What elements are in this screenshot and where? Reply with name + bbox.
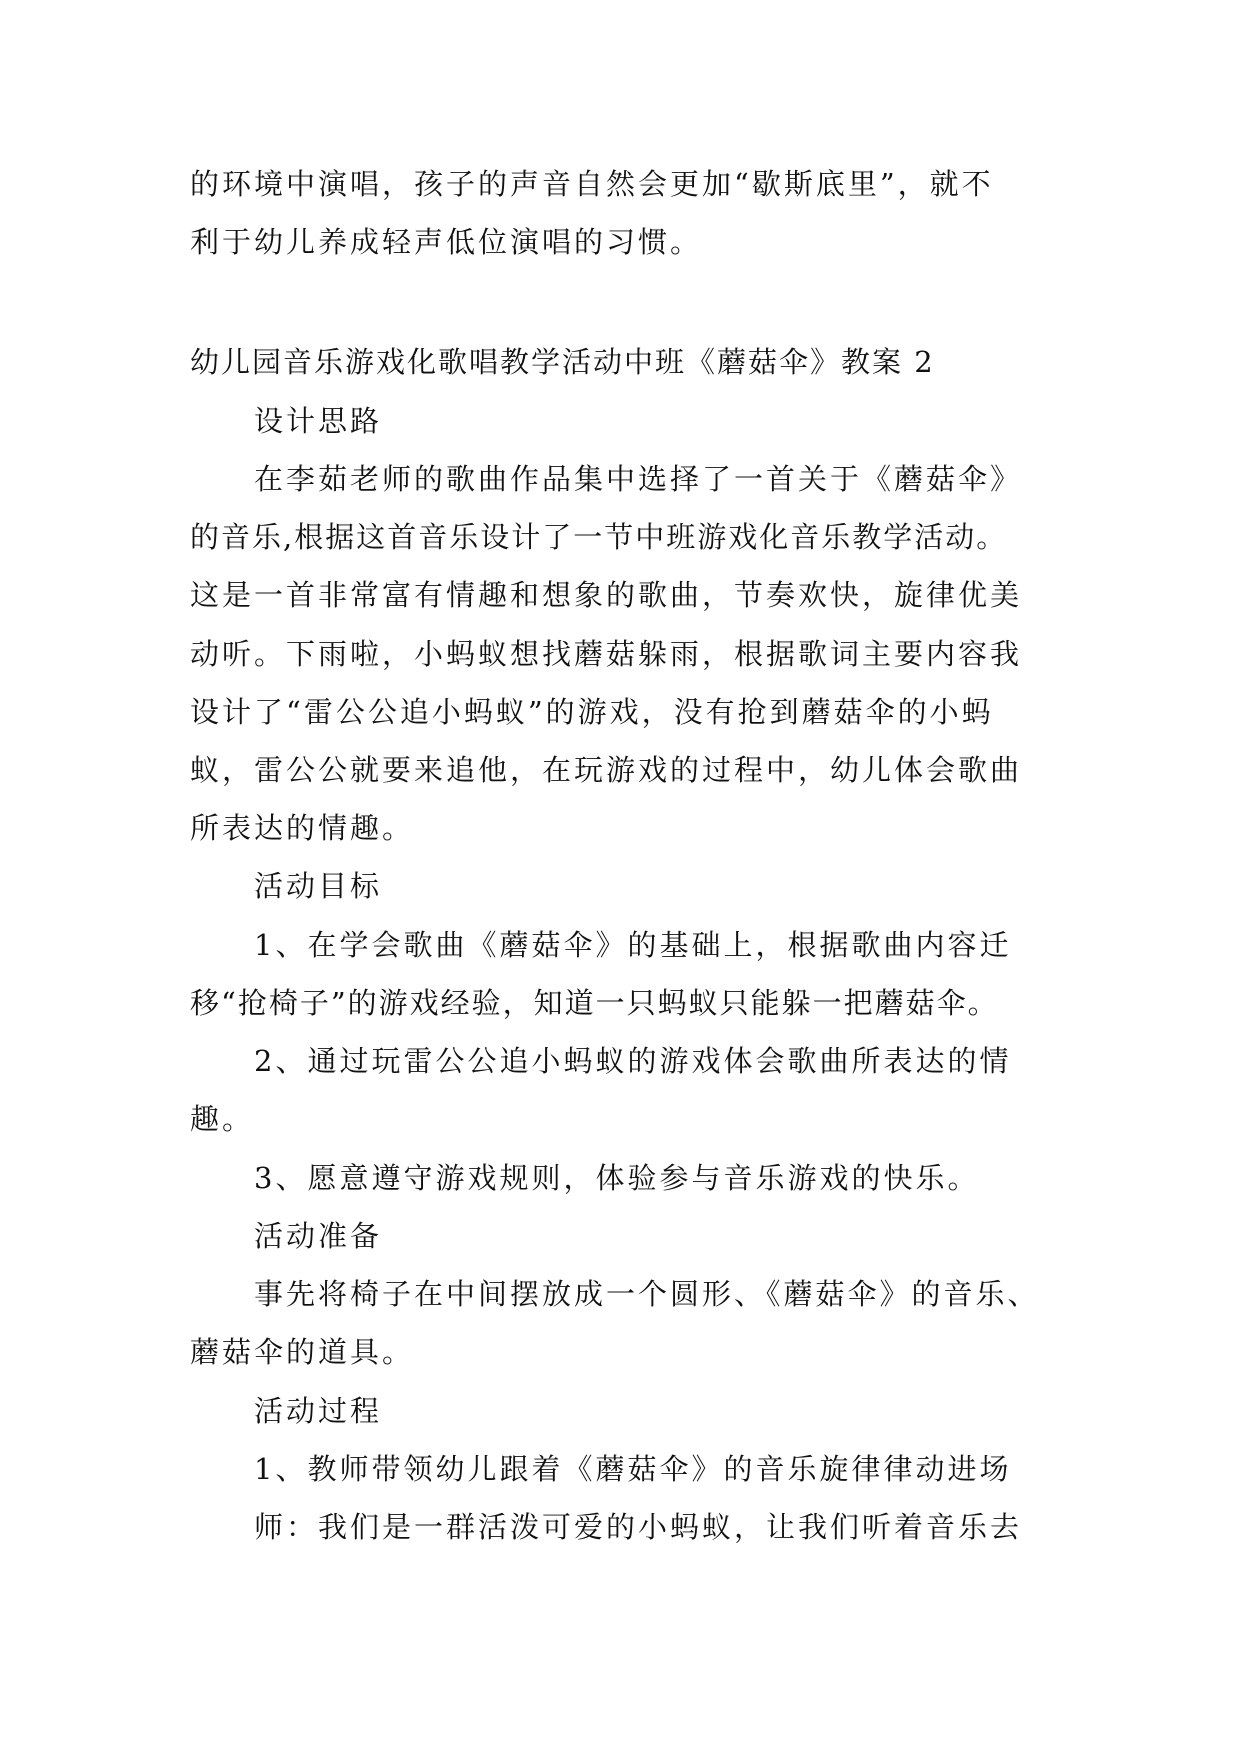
paragraph-line: 所表达的情趣。 [190, 811, 415, 845]
list-item: 1、在学会歌曲《蘑菇伞》的基础上，根据歌曲内容迁 [254, 928, 1012, 962]
list-item-continuation: 趣。 [190, 1102, 255, 1136]
section-heading: 活动准备 [254, 1219, 383, 1253]
paragraph-line: 的音乐,根据这首音乐设计了一节中班游戏化音乐教学活动。 [190, 520, 1008, 554]
paragraph-line: 蘑菇伞的道具。 [190, 1335, 415, 1369]
paragraph-line: 蚁，雷公公就要来追他，在玩游戏的过程中，幼儿体会歌曲 [190, 753, 1023, 787]
section-heading: 设计思路 [254, 404, 383, 438]
paragraph-line: 动听。下雨啦，小蚂蚁想找蘑菇躲雨，根据歌词主要内容我 [190, 637, 1023, 671]
list-item-continuation: 移“抢椅子”的游戏经验，知道一只蚂蚁只能躲一把蘑菇伞。 [190, 986, 999, 1020]
paragraph-line: 事先将椅子在中间摆放成一个圆形、《蘑菇伞》的音乐、 [254, 1277, 1040, 1311]
paragraph-line: 在李茹老师的歌曲作品集中选择了一首关于《蘑菇伞》 [254, 462, 1023, 496]
list-item: 1、教师带领幼儿跟着《蘑菇伞》的音乐旋律律动进场 [254, 1452, 1012, 1486]
paragraph-line: 的环境中演唱，孩子的声音自然会更加“歇斯底里”，就不 [190, 167, 994, 201]
list-item: 2、通过玩雷公公追小蚂蚁的游戏体会歌曲所表达的情 [254, 1044, 1012, 1078]
paragraph-line: 利于幼儿养成轻声低位演唱的习惯。 [190, 225, 703, 259]
list-item: 3、愿意遵守游戏规则，体验参与音乐游戏的快乐。 [254, 1161, 980, 1195]
paragraph-line: 师：我们是一群活泼可爱的小蚂蚁，让我们听着音乐去 [254, 1510, 1023, 1544]
paragraph-line: 这是一首非常富有情趣和想象的歌曲，节奏欢快，旋律优美 [190, 578, 1023, 612]
section-heading: 活动过程 [254, 1394, 383, 1428]
paragraph-line: 设计了“雷公公追小蚂蚁”的游戏，没有抢到蘑菇伞的小蚂 [190, 695, 994, 729]
section-title: 幼儿园音乐游戏化歌唱教学活动中班《蘑菇伞》教案 2 [190, 345, 935, 379]
section-heading: 活动目标 [254, 869, 383, 903]
